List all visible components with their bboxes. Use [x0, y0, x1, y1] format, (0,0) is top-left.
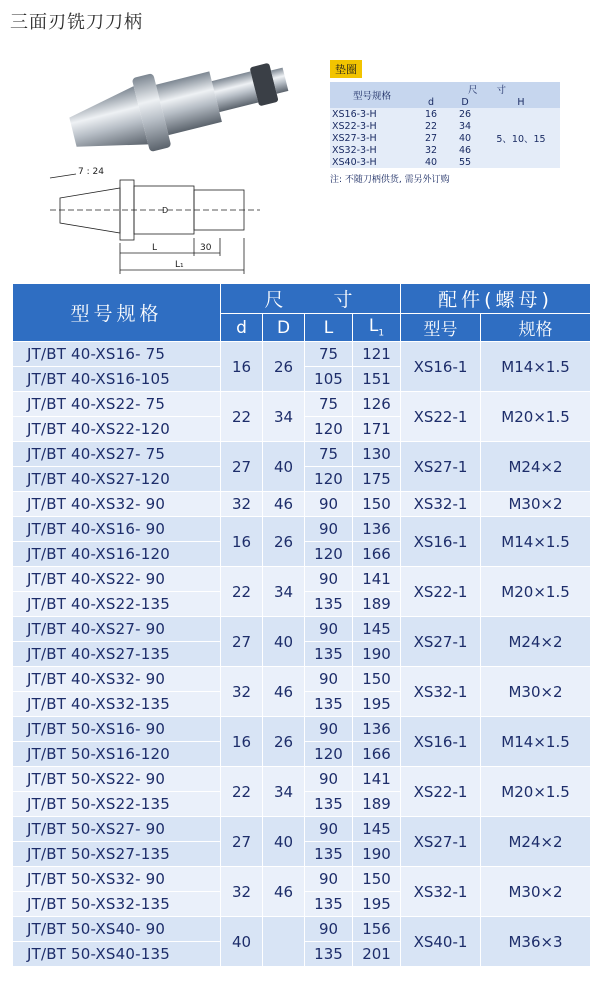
- cell-L1: 190: [353, 842, 401, 867]
- cell-acc-model: XS27-1: [401, 617, 481, 667]
- cell-model: JT/BT 40-XS22-135: [13, 592, 221, 617]
- cell-D: 40: [263, 442, 305, 492]
- washer-row: [330, 108, 560, 120]
- washer-header-model: 型号规格: [352, 91, 391, 102]
- cell-d: 22: [221, 767, 263, 817]
- cell-model: JT/BT 40-XS16-105: [13, 367, 221, 392]
- cell-L: 90: [305, 717, 353, 742]
- cell-L: 135: [305, 692, 353, 717]
- cell-D: 40: [263, 817, 305, 867]
- cell-L: 105: [305, 367, 353, 392]
- washer-header-dim: 尺 寸: [467, 85, 506, 96]
- cell-d: 16: [221, 342, 263, 392]
- spec-table: [12, 283, 591, 967]
- cell-acc-model: XS22-1: [401, 567, 481, 617]
- cell-d: 27: [221, 817, 263, 867]
- header-dimensions: 尺 寸: [221, 284, 401, 314]
- cell-D: 34: [263, 567, 305, 617]
- washer-section: [330, 58, 570, 185]
- header-accessory: 配件(螺母): [401, 284, 591, 314]
- cell-acc-spec: M14×1.5: [481, 342, 591, 392]
- cell-D: 46: [263, 667, 305, 717]
- cell-acc-model: XS32-1: [401, 867, 481, 917]
- cell-L1: 141: [353, 567, 401, 592]
- table-row: [13, 667, 591, 692]
- cell-L: 90: [305, 492, 353, 517]
- cell-L1: 195: [353, 692, 401, 717]
- cell-acc-model: XS40-1: [401, 917, 481, 967]
- table-row: [13, 392, 591, 417]
- cell-model: JT/BT 50-XS22-135: [13, 792, 221, 817]
- cell-L: 120: [305, 417, 353, 442]
- cell-L1: 166: [353, 742, 401, 767]
- cell-L1: 151: [353, 367, 401, 392]
- cell-d: 32: [221, 867, 263, 917]
- header-d: d: [221, 314, 263, 342]
- cell-L1: 175: [353, 467, 401, 492]
- table-row: [13, 867, 591, 892]
- cell-L: 135: [305, 792, 353, 817]
- header-acc-spec: 规格: [481, 314, 591, 342]
- cell-model: JT/BT 40-XS32-135: [13, 692, 221, 717]
- table-row: [13, 817, 591, 842]
- cell-L: 75: [305, 442, 353, 467]
- washer-cell-D: 46: [458, 144, 472, 156]
- header-L1: [353, 314, 401, 342]
- table-row: [13, 342, 591, 367]
- washer-cell-D: 40: [458, 132, 472, 144]
- cell-acc-spec: M36×3: [481, 917, 591, 967]
- cell-L: 135: [305, 842, 353, 867]
- cell-L1: 136: [353, 717, 401, 742]
- dim-l-label: L: [152, 243, 158, 253]
- cell-acc-model: XS22-1: [401, 392, 481, 442]
- washer-cell-model: XS40-3-H: [332, 156, 377, 168]
- cell-L1: 195: [353, 892, 401, 917]
- cell-model: JT/BT 50-XS40-135: [13, 942, 221, 967]
- cell-L1: 201: [353, 942, 401, 967]
- cell-acc-spec: M20×1.5: [481, 567, 591, 617]
- washer-tag: 垫圈: [330, 60, 362, 78]
- cell-acc-model: XS32-1: [401, 492, 481, 517]
- cell-L1: 145: [353, 817, 401, 842]
- washer-body: [330, 108, 560, 168]
- cell-L: 90: [305, 767, 353, 792]
- cell-acc-spec: M14×1.5: [481, 717, 591, 767]
- cell-L: 75: [305, 342, 353, 367]
- cell-model: JT/BT 40-XS27-120: [13, 467, 221, 492]
- cell-L1: 126: [353, 392, 401, 417]
- cell-acc-model: XS27-1: [401, 442, 481, 492]
- cell-L1: 121: [353, 342, 401, 367]
- spec-group: [13, 492, 591, 517]
- cell-model: JT/BT 40-XS27- 75: [13, 442, 221, 467]
- cell-d: 22: [221, 567, 263, 617]
- cell-L: 135: [305, 892, 353, 917]
- washer-cell-D: 26: [458, 108, 472, 120]
- spec-group: [13, 667, 591, 717]
- cell-D: 46: [263, 492, 305, 517]
- cell-L: 90: [305, 667, 353, 692]
- dim-d-label: D: [162, 206, 169, 215]
- washer-note: 注: 不随刀柄供货, 需另外订购: [330, 175, 450, 185]
- washer-cell-d: 16: [424, 108, 438, 120]
- table-row: [13, 617, 591, 642]
- cell-model: JT/BT 40-XS27-135: [13, 642, 221, 667]
- header-model: 型号规格: [13, 284, 221, 342]
- cell-acc-spec: M30×2: [481, 492, 591, 517]
- spec-group: [13, 617, 591, 667]
- washer-header-D: D: [461, 96, 469, 108]
- cell-acc-model: XS32-1: [401, 667, 481, 717]
- cell-model: JT/BT 50-XS27- 90: [13, 817, 221, 842]
- taper-label: 7 : 24: [78, 167, 104, 177]
- washer-cell-model: XS32-3-H: [332, 144, 377, 156]
- spec-group: [13, 392, 591, 442]
- cell-D: 46: [263, 867, 305, 917]
- washer-cell-d: 40: [424, 156, 438, 168]
- table-row: [13, 442, 591, 467]
- cell-model: JT/BT 40-XS32- 90: [13, 667, 221, 692]
- washer-cell-H: 5、10、15: [496, 134, 546, 145]
- cell-model: JT/BT 50-XS22- 90: [13, 767, 221, 792]
- cell-D: 34: [263, 392, 305, 442]
- cell-model: JT/BT 50-XS16- 90: [13, 717, 221, 742]
- cell-L1: 166: [353, 542, 401, 567]
- cell-model: JT/BT 50-XS32-135: [13, 892, 221, 917]
- tool-holder-illustration: [30, 48, 300, 278]
- cell-L1: 145: [353, 617, 401, 642]
- cell-L1: 150: [353, 867, 401, 892]
- cell-D: 40: [263, 617, 305, 667]
- washer-cell-model: XS22-3-H: [332, 120, 377, 132]
- table-row: [13, 567, 591, 592]
- page-title: 三面刃铣刀刀柄: [10, 12, 143, 33]
- cell-L: 135: [305, 592, 353, 617]
- cell-model: JT/BT 50-XS32- 90: [13, 867, 221, 892]
- cell-D: 26: [263, 717, 305, 767]
- cell-L: 120: [305, 742, 353, 767]
- cell-L1: 189: [353, 592, 401, 617]
- table-row: [13, 517, 591, 542]
- cell-L1: 190: [353, 642, 401, 667]
- table-row: [13, 767, 591, 792]
- cell-acc-spec: M30×2: [481, 667, 591, 717]
- spec-table-container: [12, 283, 590, 967]
- cell-acc-spec: M24×2: [481, 442, 591, 492]
- washer-table: [330, 82, 560, 168]
- header-L1-sub: 1: [378, 328, 385, 339]
- spec-group: [13, 917, 591, 967]
- spec-group: [13, 517, 591, 567]
- cell-L: 120: [305, 542, 353, 567]
- cell-model: JT/BT 40-XS22-120: [13, 417, 221, 442]
- cell-L1: 189: [353, 792, 401, 817]
- cell-L: 90: [305, 867, 353, 892]
- cell-model: JT/BT 50-XS16-120: [13, 742, 221, 767]
- cell-acc-spec: M24×2: [481, 617, 591, 667]
- cell-L: 90: [305, 917, 353, 942]
- cell-d: 32: [221, 667, 263, 717]
- cell-D: 26: [263, 342, 305, 392]
- cell-acc-spec: M20×1.5: [481, 392, 591, 442]
- cell-L: 135: [305, 942, 353, 967]
- cell-model: JT/BT 50-XS27-135: [13, 842, 221, 867]
- cell-acc-spec: M14×1.5: [481, 517, 591, 567]
- cell-L: 75: [305, 392, 353, 417]
- spec-group: [13, 817, 591, 867]
- cell-d: 40: [221, 917, 263, 967]
- washer-cell-model: XS27-3-H: [332, 132, 377, 144]
- washer-cell-D: 34: [458, 120, 472, 132]
- cell-acc-model: XS22-1: [401, 767, 481, 817]
- cell-L: 90: [305, 617, 353, 642]
- cell-L: 90: [305, 517, 353, 542]
- cell-acc-model: XS16-1: [401, 717, 481, 767]
- cell-d: 16: [221, 717, 263, 767]
- technical-drawing: [50, 174, 260, 274]
- washer-cell-D: 55: [458, 156, 472, 168]
- cell-L: 90: [305, 567, 353, 592]
- cell-L1: 156: [353, 917, 401, 942]
- cell-model: JT/BT 40-XS16- 75: [13, 342, 221, 367]
- cell-L1: 130: [353, 442, 401, 467]
- header-L1-base: L: [368, 316, 379, 337]
- cell-acc-model: XS16-1: [401, 517, 481, 567]
- cell-model: JT/BT 40-XS27- 90: [13, 617, 221, 642]
- cell-model: JT/BT 40-XS22- 75: [13, 392, 221, 417]
- tool-holder-photo: [64, 48, 295, 169]
- cell-acc-spec: M30×2: [481, 867, 591, 917]
- spec-group: [13, 342, 591, 392]
- cell-d: 32: [221, 492, 263, 517]
- cell-L: 90: [305, 817, 353, 842]
- cell-acc-model: XS16-1: [401, 342, 481, 392]
- cell-model: JT/BT 40-XS22- 90: [13, 567, 221, 592]
- dim-l1-label: L₁: [175, 260, 184, 270]
- header-L: L: [305, 314, 353, 342]
- cell-L: 120: [305, 467, 353, 492]
- washer-header-H: H: [517, 96, 525, 108]
- cell-d: 27: [221, 617, 263, 667]
- cell-model: JT/BT 50-XS40- 90: [13, 917, 221, 942]
- spec-group: [13, 442, 591, 492]
- washer-cell-d: 22: [424, 120, 438, 132]
- cell-L1: 136: [353, 517, 401, 542]
- spec-group: [13, 867, 591, 917]
- cell-acc-model: XS27-1: [401, 817, 481, 867]
- cell-D: 26: [263, 517, 305, 567]
- cell-acc-spec: M24×2: [481, 817, 591, 867]
- washer-cell-model: XS16-3-H: [332, 108, 377, 120]
- cell-model: JT/BT 40-XS16- 90: [13, 517, 221, 542]
- header-acc-model: 型号: [401, 314, 481, 342]
- washer-cell-d: 27: [424, 132, 438, 144]
- table-row: [13, 717, 591, 742]
- spec-group: [13, 567, 591, 617]
- cell-d: 22: [221, 392, 263, 442]
- cell-L1: 150: [353, 492, 401, 517]
- cell-L1: 141: [353, 767, 401, 792]
- table-row: [13, 917, 591, 942]
- header-D: D: [263, 314, 305, 342]
- washer-cell-d: 32: [424, 144, 438, 156]
- cell-d: 16: [221, 517, 263, 567]
- spec-group: [13, 717, 591, 767]
- cell-D: [263, 917, 305, 967]
- dim-30-label: 30: [200, 243, 212, 253]
- cell-L1: 150: [353, 667, 401, 692]
- cell-d: 27: [221, 442, 263, 492]
- cell-model: JT/BT 40-XS16-120: [13, 542, 221, 567]
- cell-acc-spec: M20×1.5: [481, 767, 591, 817]
- cell-model: JT/BT 40-XS32- 90: [13, 492, 221, 517]
- spec-group: [13, 767, 591, 817]
- cell-L: 135: [305, 642, 353, 667]
- washer-header-d: d: [427, 96, 435, 108]
- cell-L1: 171: [353, 417, 401, 442]
- table-row: [13, 492, 591, 517]
- cell-D: 34: [263, 767, 305, 817]
